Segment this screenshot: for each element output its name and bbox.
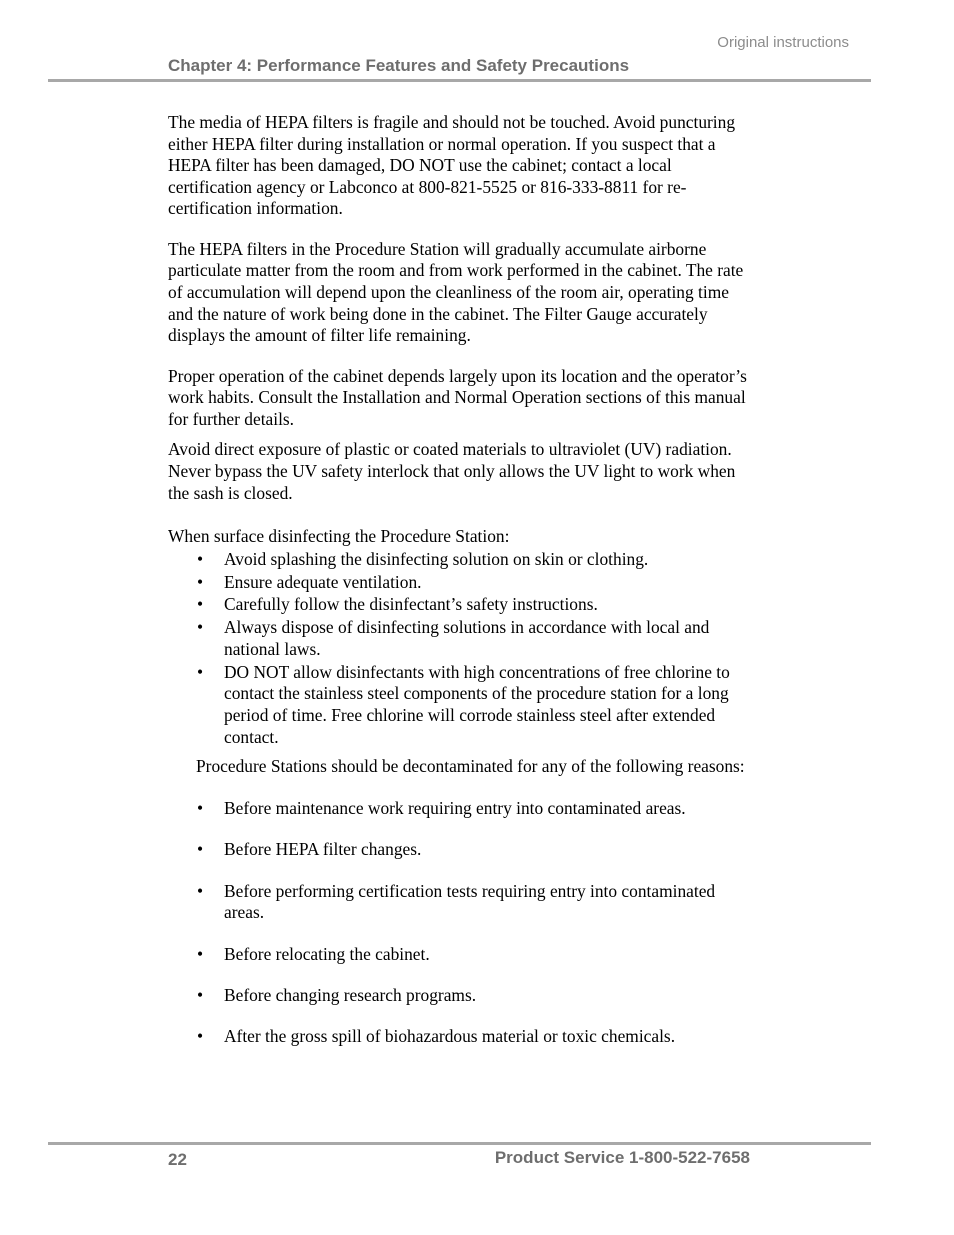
list-item: • DO NOT allow disinfectants with high concentrations of free chlorine to contact the stainless steel components of the procedure station for a long period of time. Free chlorine will corrode stainless steel after extended contact. [197,661,730,747]
paragraph-proper-operation: Proper operation of the cabinet depends largely upon its location and the operator’s work habits. Consult the Installation and Normal Operation sections of this manual for further details. [168,365,747,429]
bullet-icon: • [197,617,204,638]
bullet-icon: • [197,943,204,964]
paragraph-disinfecting-intro: When surface disinfecting the Procedure Station: [168,525,510,546]
page-body [168,112,758,1048]
original-instructions-note: Original instructions [717,34,849,51]
bullet-icon: • [197,880,204,901]
list-item: • Before maintenance work requiring entry into contaminated areas. [197,797,686,818]
bullet-icon: • [197,571,204,592]
disinfecting-list [168,549,758,749]
paragraph-hepa-accumulation: The HEPA filters in the Procedure Station will gradually accumulate airborne particulate matter from the room and from work performed in the cabinet. The rate of accumulation will depend upon the cleanliness of the room air, operating time and the nature of work being done in the cabinet. The Filter Gauge accurately displays the amount of filter life remaining. [168,238,744,346]
paragraph-decontamination-intro: Procedure Stations should be decontaminated for any of the following reasons: [196,756,745,777]
header-divider [48,79,871,82]
list-item: • Carefully follow the disinfectant’s safety instructions. [197,594,598,615]
page-number: 22 [168,1150,187,1169]
chapter-title: Chapter 4: Performance Features and Safety Precautions [168,56,630,75]
paragraph-hepa-fragile: The media of HEPA filters is fragile and should not be touched. Avoid puncturing either HEPA filter during installation or normal operation. If you suspect that a HEPA filter has been damaged, DO NOT use the cabinet; contact a local certification agency or Labconco at 800-821-5525 or 816-333-8811 for re-certification information. [168,112,736,219]
footer-divider [48,1142,871,1145]
list-item: • Before performing certification tests requiring entry into contaminated areas. [197,880,716,923]
bullet-icon: • [197,661,204,682]
list-item: • After the gross spill of biohazardous material or toxic chemicals. [197,1026,676,1047]
list-item: • Before HEPA filter changes. [197,839,422,860]
bullet-icon: • [197,1026,204,1047]
bullet-icon: • [197,548,204,569]
bullet-icon: • [197,984,204,1005]
bullet-icon: • [197,839,204,860]
bullet-icon: • [197,797,204,818]
bullet-icon: • [197,594,204,615]
list-item: • Always dispose of disinfecting solutions in accordance with local and national laws. [197,617,710,659]
list-item: • Before changing research programs. [197,984,477,1005]
list-item: • Before relocating the cabinet. [197,943,430,964]
decontamination-reasons-list [168,798,758,1048]
list-item: • Avoid splashing the disinfecting solution on skin or clothing. [197,548,649,569]
product-service-phone: Product Service 1-800-522-7658 [494,1148,750,1167]
paragraph-uv-exposure: Avoid direct exposure of plastic or coated materials to ultraviolet (UV) radiation. Never bypass the UV safety interlock that only allows the UV light to work when the sash is closed. [168,439,736,503]
list-item: • Ensure adequate ventilation. [197,571,422,592]
